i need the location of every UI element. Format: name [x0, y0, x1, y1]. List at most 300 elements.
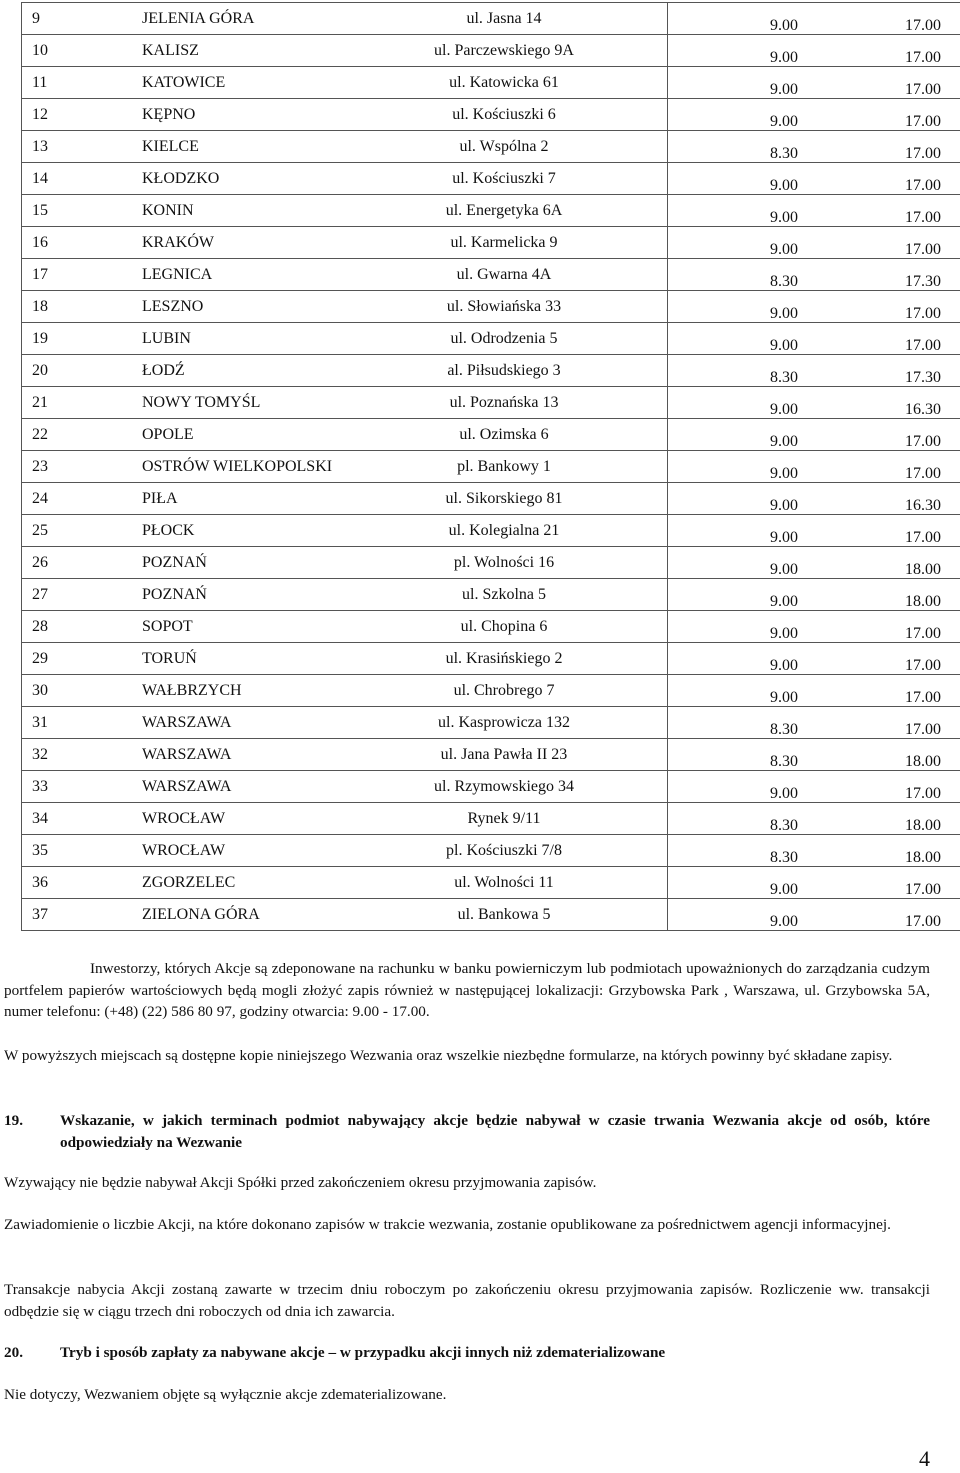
section-20-title: Tryb i sposób zapłaty za nabywane akcje – w przypadku akcji innych niż zdematerializowane	[60, 1344, 666, 1361]
open-time: 9.00	[770, 880, 798, 898]
hours-cell	[668, 323, 960, 355]
open-time: 9.00	[770, 16, 798, 34]
opening-hours	[668, 388, 960, 418]
opening-hours	[668, 36, 960, 66]
location-line	[22, 867, 667, 898]
location-cell	[22, 419, 668, 451]
address: ul. Rzymowskiego 34	[434, 777, 574, 795]
close-time: 17.00	[905, 720, 941, 738]
hours-cell	[668, 771, 960, 803]
open-time: 9.00	[770, 176, 798, 194]
location-line	[22, 163, 667, 194]
open-time: 9.00	[770, 432, 798, 450]
hours-cell	[668, 835, 960, 867]
hours-cell	[668, 675, 960, 707]
open-time: 9.00	[770, 240, 798, 258]
row-number: 16	[32, 233, 48, 251]
section-19-heading	[4, 1110, 930, 1153]
city-name: KIELCE	[142, 137, 199, 155]
address: ul. Katowicka 61	[449, 73, 559, 91]
row-number: 11	[32, 73, 48, 91]
address: ul. Jasna 14	[466, 9, 542, 27]
city-name: POZNAŃ	[142, 553, 207, 571]
city-name: TORUŃ	[142, 649, 197, 667]
locations-table	[21, 2, 960, 931]
opening-hours	[668, 900, 960, 930]
location-cell	[22, 67, 668, 99]
opening-hours	[668, 132, 960, 162]
table-row	[22, 611, 960, 643]
location-line	[22, 515, 667, 546]
city-name: KĘPNO	[142, 105, 196, 123]
row-number: 36	[32, 873, 48, 891]
location-cell	[22, 227, 668, 259]
address: ul. Chrobrego 7	[453, 681, 555, 699]
hours-cell	[668, 643, 960, 675]
close-time: 17.30	[905, 368, 941, 386]
hours-cell	[668, 803, 960, 835]
row-number: 35	[32, 841, 48, 859]
opening-hours	[668, 772, 960, 802]
hours-cell	[668, 3, 960, 35]
hours-cell	[668, 35, 960, 67]
opening-hours	[668, 324, 960, 354]
row-number: 21	[32, 393, 48, 411]
table-row	[22, 419, 960, 451]
open-time: 9.00	[770, 912, 798, 930]
open-time: 9.00	[770, 592, 798, 610]
paragraph-acquisition: Wzywający nie będzie nabywał Akcji Spółki przed zakończeniem okresu przyjmowania zapisów.	[4, 1174, 597, 1191]
row-number: 32	[32, 745, 48, 763]
section-20-number: 20.	[4, 1344, 23, 1361]
location-cell	[22, 323, 668, 355]
row-number: 28	[32, 617, 48, 635]
close-time: 17.00	[905, 464, 941, 482]
hours-cell	[668, 227, 960, 259]
close-time: 17.00	[905, 80, 941, 98]
table-row	[22, 483, 960, 515]
open-time: 9.00	[770, 784, 798, 802]
table-row	[22, 515, 960, 547]
table-row	[22, 323, 960, 355]
section-19-title: Wskazanie, w jakich terminach podmiot nabywający akcje będzie nabywał w czasie trwania Wezwania akcje od osób, które odpowiedziały na Wezwanie	[60, 1112, 930, 1151]
location-cell	[22, 483, 668, 515]
open-time: 8.30	[770, 816, 798, 834]
hours-cell	[668, 99, 960, 131]
address: Rynek 9/11	[467, 809, 541, 827]
address: ul. Kościuszki 6	[452, 105, 556, 123]
close-time: 17.00	[905, 624, 941, 642]
opening-hours	[668, 868, 960, 898]
address: ul. Energetyka 6A	[445, 201, 563, 219]
location-cell	[22, 291, 668, 323]
city-name: OSTRÓW WIELKOPOLSKI	[142, 457, 333, 475]
city-name: SOPOT	[142, 617, 193, 635]
city-name: KONIN	[142, 201, 194, 219]
table-row	[22, 579, 960, 611]
location-line	[22, 451, 667, 482]
location-line	[22, 675, 667, 706]
close-time: 18.00	[905, 848, 941, 866]
city-name: KATOWICE	[142, 73, 226, 91]
open-time: 9.00	[770, 80, 798, 98]
row-number: 22	[32, 425, 48, 443]
location-line	[22, 67, 667, 98]
city-name: POZNAŃ	[142, 585, 207, 603]
table-row	[22, 387, 960, 419]
open-time: 8.30	[770, 720, 798, 738]
address: ul. Bankowa 5	[457, 905, 551, 923]
open-time: 9.00	[770, 48, 798, 66]
city-name: JELENIA GÓRA	[142, 9, 255, 27]
table-row	[22, 867, 960, 899]
section-20-heading	[4, 1342, 930, 1364]
location-line	[22, 803, 667, 834]
table-row	[22, 451, 960, 483]
opening-hours	[668, 4, 960, 34]
hours-cell	[668, 867, 960, 899]
row-number: 31	[32, 713, 48, 731]
opening-hours	[668, 68, 960, 98]
location-line	[22, 547, 667, 578]
open-time: 8.30	[770, 368, 798, 386]
location-line	[22, 579, 667, 610]
location-line	[22, 707, 667, 738]
city-name: KALISZ	[142, 41, 199, 59]
location-line	[22, 323, 667, 354]
location-cell	[22, 771, 668, 803]
city-name: WARSZAWA	[142, 745, 232, 763]
address: ul. Krasińskiego 2	[445, 649, 563, 667]
table-row	[22, 547, 960, 579]
location-cell	[22, 259, 668, 291]
address: pl. Wolności 16	[453, 553, 555, 571]
open-time: 9.00	[770, 688, 798, 706]
open-time: 9.00	[770, 208, 798, 226]
location-cell	[22, 835, 668, 867]
city-name: WARSZAWA	[142, 777, 232, 795]
opening-hours	[668, 196, 960, 226]
hours-cell	[668, 611, 960, 643]
open-time: 9.00	[770, 624, 798, 642]
location-line	[22, 771, 667, 802]
open-time: 8.30	[770, 752, 798, 770]
location-line	[22, 35, 667, 66]
opening-hours	[668, 740, 960, 770]
table-row	[22, 355, 960, 387]
address: al. Piłsudskiego 3	[447, 361, 561, 379]
hours-cell	[668, 259, 960, 291]
opening-hours	[668, 420, 960, 450]
row-number: 27	[32, 585, 48, 603]
city-name: NOWY TOMYŚL	[142, 393, 261, 411]
location-cell	[22, 131, 668, 163]
paragraph-not-applicable: Nie dotyczy, Wezwaniem objęte są wyłącznie akcje zdematerializowane.	[4, 1386, 447, 1403]
close-time: 17.00	[905, 528, 941, 546]
row-number: 14	[32, 169, 48, 187]
location-cell	[22, 707, 668, 739]
close-time: 16.30	[905, 496, 941, 514]
paragraph-transactions: Transakcje nabycia Akcji zostaną zawarte w trzecim dniu roboczym po zakończeniu okresu przyjmowania zapisów. Rozliczenie ww. transakcji odbędzie się w ciągu trzech dni roboczych od dnia ich zawarcia.	[4, 1281, 930, 1320]
open-time: 8.30	[770, 848, 798, 866]
table-row	[22, 67, 960, 99]
open-time: 9.00	[770, 304, 798, 322]
opening-hours	[668, 228, 960, 258]
location-cell	[22, 643, 668, 675]
row-number: 34	[32, 809, 48, 827]
address: ul. Wspólna 2	[459, 137, 549, 155]
paragraph-notification: Zawiadomienie o liczbie Akcji, na które dokonano zapisów w trakcie wezwania, zostanie opublikowane za pośrednictwem agencji informacyjnej.	[4, 1216, 891, 1233]
open-time: 9.00	[770, 560, 798, 578]
open-time: 9.00	[770, 112, 798, 130]
opening-hours	[668, 484, 960, 514]
location-line	[22, 259, 667, 290]
locations-table-wrap	[21, 2, 959, 931]
open-time: 9.00	[770, 528, 798, 546]
row-number: 33	[32, 777, 48, 795]
address: ul. Gwarna 4A	[456, 265, 552, 283]
address: ul. Wolności 11	[454, 873, 554, 891]
table-row	[22, 163, 960, 195]
location-cell	[22, 611, 668, 643]
close-time: 17.00	[905, 656, 941, 674]
opening-hours	[668, 836, 960, 866]
close-time: 18.00	[905, 560, 941, 578]
row-number: 19	[32, 329, 48, 347]
address: ul. Sikorskiego 81	[445, 489, 563, 507]
table-row	[22, 291, 960, 323]
open-time: 9.00	[770, 336, 798, 354]
close-time: 17.00	[905, 208, 941, 226]
opening-hours	[668, 580, 960, 610]
page-number: 4	[919, 1446, 930, 1471]
location-cell	[22, 451, 668, 483]
location-cell	[22, 803, 668, 835]
hours-cell	[668, 547, 960, 579]
opening-hours	[668, 548, 960, 578]
location-line	[22, 387, 667, 418]
hours-cell	[668, 739, 960, 771]
hours-cell	[668, 163, 960, 195]
close-time: 18.00	[905, 816, 941, 834]
location-cell	[22, 675, 668, 707]
opening-hours	[668, 356, 960, 386]
row-number: 23	[32, 457, 48, 475]
row-number: 30	[32, 681, 48, 699]
open-time: 8.30	[770, 272, 798, 290]
address: ul. Ozimska 6	[459, 425, 549, 443]
open-time: 8.30	[770, 144, 798, 162]
hours-cell	[668, 131, 960, 163]
hours-cell	[668, 707, 960, 739]
row-number: 15	[32, 201, 48, 219]
location-line	[22, 419, 667, 450]
row-number: 18	[32, 297, 48, 315]
location-line	[22, 739, 667, 770]
address: ul. Jana Pawła II 23	[440, 745, 568, 763]
hours-cell	[668, 195, 960, 227]
row-number: 25	[32, 521, 48, 539]
city-name: KRAKÓW	[142, 233, 214, 251]
close-time: 17.00	[905, 912, 941, 930]
city-name: ZIELONA GÓRA	[142, 905, 260, 923]
location-line	[22, 99, 667, 130]
address: ul. Odrodzenia 5	[450, 329, 558, 347]
close-time: 17.00	[905, 688, 941, 706]
address: ul. Kasprowicza 132	[438, 713, 570, 731]
close-time: 17.00	[905, 112, 941, 130]
city-name: ŁODŹ	[142, 361, 185, 379]
city-name: WROCŁAW	[142, 809, 226, 827]
table-row	[22, 131, 960, 163]
opening-hours	[668, 100, 960, 130]
address: pl. Bankowy 1	[457, 457, 551, 475]
location-cell	[22, 163, 668, 195]
row-number: 26	[32, 553, 48, 571]
location-line	[22, 291, 667, 322]
row-number: 12	[32, 105, 48, 123]
location-line	[22, 355, 667, 386]
location-cell	[22, 579, 668, 611]
open-time: 9.00	[770, 496, 798, 514]
city-name: PŁOCK	[142, 521, 195, 539]
close-time: 17.00	[905, 240, 941, 258]
location-line	[22, 227, 667, 258]
location-line	[22, 131, 667, 162]
hours-cell	[668, 579, 960, 611]
close-time: 16.30	[905, 400, 941, 418]
location-cell	[22, 35, 668, 67]
close-time: 18.00	[905, 752, 941, 770]
city-name: WAŁBRZYCH	[142, 681, 242, 699]
city-name: WROCŁAW	[142, 841, 226, 859]
address: ul. Poznańska 13	[449, 393, 559, 411]
close-time: 17.00	[905, 48, 941, 66]
city-name: ZGORZELEC	[142, 873, 236, 891]
opening-hours	[668, 804, 960, 834]
address: ul. Kolegialna 21	[448, 521, 560, 539]
close-time: 17.00	[905, 336, 941, 354]
city-name: WARSZAWA	[142, 713, 232, 731]
location-cell	[22, 3, 668, 35]
location-cell	[22, 867, 668, 899]
opening-hours	[668, 452, 960, 482]
close-time: 17.30	[905, 272, 941, 290]
close-time: 17.00	[905, 304, 941, 322]
row-number: 9	[32, 9, 40, 27]
table-row	[22, 259, 960, 291]
location-cell	[22, 355, 668, 387]
table-row	[22, 3, 960, 35]
hours-cell	[668, 355, 960, 387]
table-row	[22, 643, 960, 675]
city-name: OPOLE	[142, 425, 194, 443]
hours-cell	[668, 483, 960, 515]
location-line	[22, 835, 667, 866]
location-line	[22, 643, 667, 674]
open-time: 9.00	[770, 464, 798, 482]
row-number: 17	[32, 265, 48, 283]
opening-hours	[668, 676, 960, 706]
row-number: 29	[32, 649, 48, 667]
city-name: LESZNO	[142, 297, 204, 315]
close-time: 17.00	[905, 432, 941, 450]
table-row	[22, 771, 960, 803]
location-line	[22, 483, 667, 514]
close-time: 17.00	[905, 16, 941, 34]
hours-cell	[668, 67, 960, 99]
section-19-number: 19.	[4, 1112, 23, 1129]
address: ul. Karmelicka 9	[450, 233, 558, 251]
row-number: 13	[32, 137, 48, 155]
paragraph-investors: Inwestorzy, których Akcje są zdeponowane na rachunku w banku powierniczym lub podmiotach upoważnionych do zarządzania cudzym portfelem papierów wartościowych będą mogli złożyć zapis również w następującej lokalizacji: Grzybowska Park , Warszawa, ul. Grzybowska 5A, numer telefonu: (+48) (22) 586 80 97, godziny otwarcia: 9.00 - 17.00.	[4, 960, 930, 1020]
hours-cell	[668, 515, 960, 547]
hours-cell	[668, 419, 960, 451]
location-cell	[22, 387, 668, 419]
address: ul. Słowiańska 33	[446, 297, 562, 315]
address: ul. Chopina 6	[460, 617, 548, 635]
location-cell	[22, 515, 668, 547]
row-number: 20	[32, 361, 48, 379]
city-name: LUBIN	[142, 329, 191, 347]
hours-cell	[668, 291, 960, 323]
paragraph-copies: W powyższych miejscach są dostępne kopie niniejszego Wezwania oraz wszelkie niezbędne formularze, na których powinny być składane zapisy.	[4, 1047, 893, 1064]
location-cell	[22, 739, 668, 771]
opening-hours	[668, 644, 960, 674]
row-number: 24	[32, 489, 48, 507]
address: ul. Kościuszki 7	[452, 169, 556, 187]
opening-hours	[668, 708, 960, 738]
location-line	[22, 3, 667, 34]
table-row	[22, 227, 960, 259]
location-cell	[22, 899, 668, 931]
close-time: 18.00	[905, 592, 941, 610]
row-number: 10	[32, 41, 48, 59]
close-time: 17.00	[905, 784, 941, 802]
row-number: 37	[32, 905, 48, 923]
address: ul. Parczewskiego 9A	[434, 41, 574, 59]
open-time: 9.00	[770, 656, 798, 674]
table-row	[22, 35, 960, 67]
location-cell	[22, 547, 668, 579]
city-name: KŁODZKO	[142, 169, 220, 187]
location-line	[22, 899, 667, 930]
hours-cell	[668, 387, 960, 419]
city-name: LEGNICA	[142, 265, 213, 283]
hours-cell	[668, 451, 960, 483]
table-row	[22, 99, 960, 131]
address: ul. Szkolna 5	[462, 585, 546, 603]
location-cell	[22, 99, 668, 131]
close-time: 17.00	[905, 144, 941, 162]
city-name: PIŁA	[142, 489, 178, 507]
locations-table-body	[22, 3, 960, 931]
opening-hours	[668, 292, 960, 322]
table-row	[22, 835, 960, 867]
table-row	[22, 899, 960, 931]
location-line	[22, 195, 667, 226]
close-time: 17.00	[905, 880, 941, 898]
table-row	[22, 707, 960, 739]
table-row	[22, 803, 960, 835]
address: pl. Kościuszki 7/8	[446, 841, 562, 859]
location-line	[22, 611, 667, 642]
opening-hours	[668, 516, 960, 546]
open-time: 9.00	[770, 400, 798, 418]
table-row	[22, 739, 960, 771]
opening-hours	[668, 260, 960, 290]
close-time: 17.00	[905, 176, 941, 194]
